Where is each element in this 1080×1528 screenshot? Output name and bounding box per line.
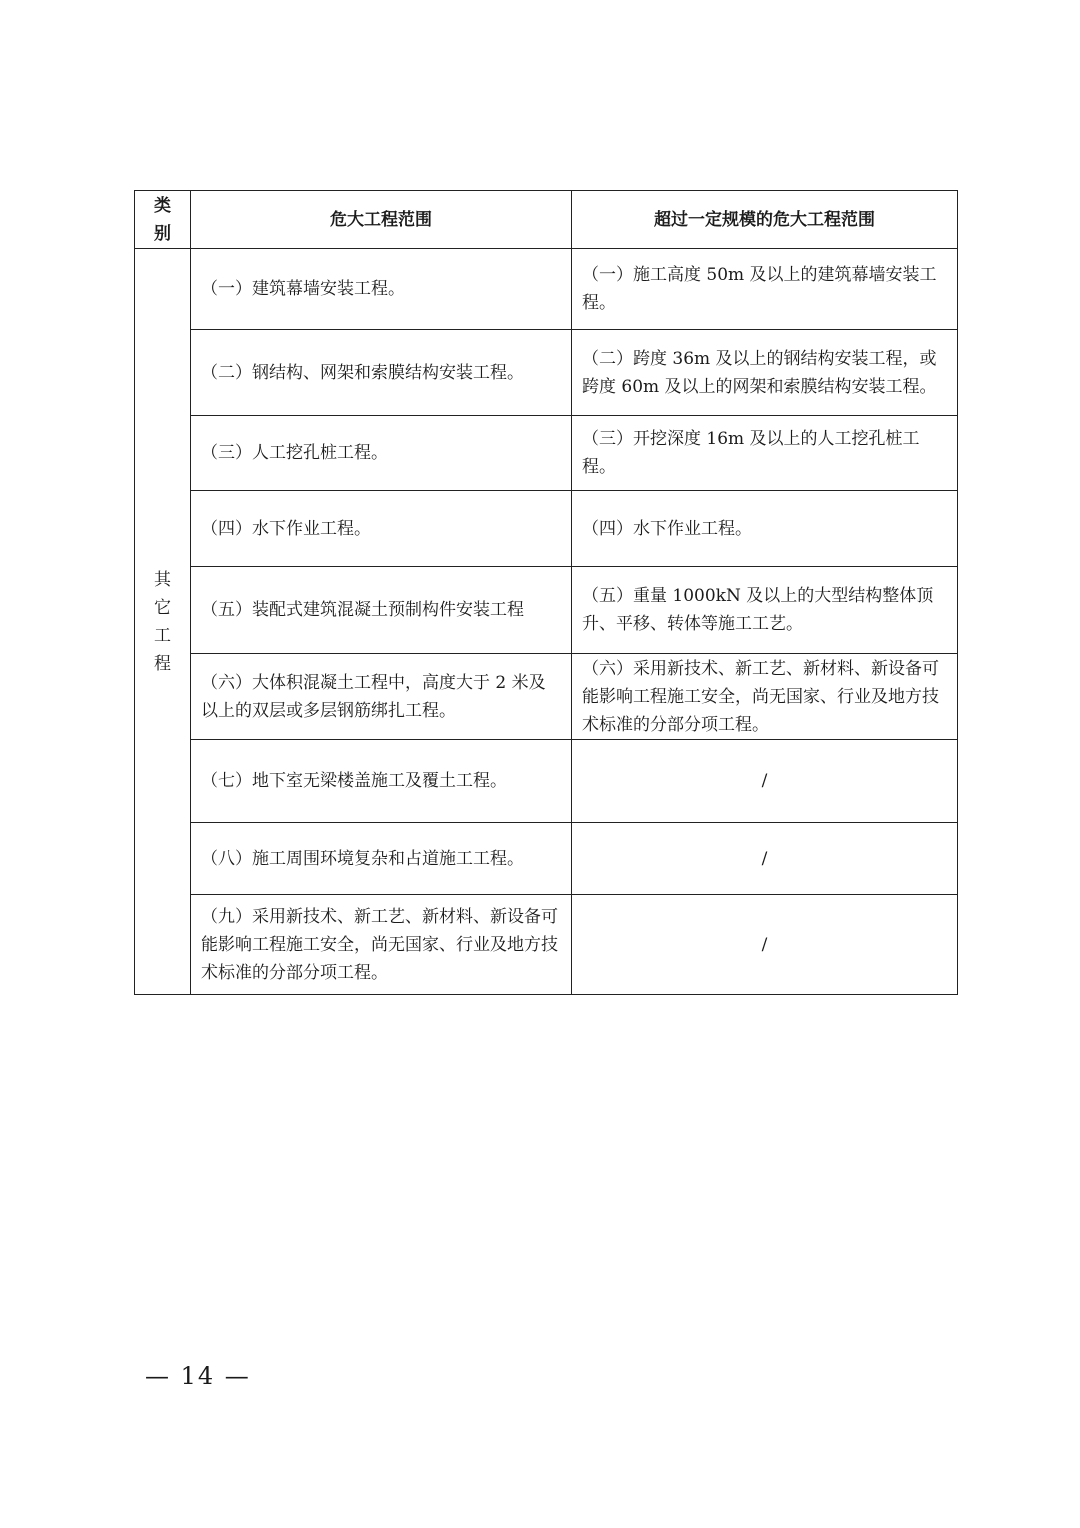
hazard-scope-table: [134, 190, 958, 995]
scope-cell: （一）建筑幕墙安装工程。: [191, 249, 572, 330]
large-scope-cell: /: [572, 895, 958, 995]
table-row: [135, 654, 958, 740]
header-category: 类别: [135, 191, 191, 249]
table-row: [135, 249, 958, 330]
scope-cell: （二）钢结构、网架和索膜结构安装工程。: [191, 330, 572, 416]
scope-cell: （九）采用新技术、新工艺、新材料、新设备可能影响工程施工安全，尚无国家、行业及地方技术标准的分部分项工程。: [191, 895, 572, 995]
scope-cell: （七）地下室无梁楼盖施工及覆土工程。: [191, 740, 572, 823]
scope-cell: （八）施工周围环境复杂和占道施工工程。: [191, 823, 572, 895]
large-scope-cell: /: [572, 740, 958, 823]
table-row: [135, 740, 958, 823]
scope-cell: （六）大体积混凝土工程中，高度大于 2 米及以上的双层或多层钢筋绑扎工程。: [191, 654, 572, 740]
table-row: [135, 895, 958, 995]
large-scope-cell: （一）施工高度 50m 及以上的建筑幕墙安装工程。: [572, 249, 958, 330]
table-row: [135, 330, 958, 416]
table-row: [135, 416, 958, 491]
table-header-row: [135, 191, 958, 249]
large-scope-cell: （三）开挖深度 16m 及以上的人工挖孔桩工程。: [572, 416, 958, 491]
table-row: [135, 567, 958, 654]
category-cell: 其它工程: [135, 249, 191, 995]
scope-cell: （五）装配式建筑混凝土预制构件安装工程: [191, 567, 572, 654]
page-number: — 14 —: [145, 1362, 251, 1390]
scope-cell: （四）水下作业工程。: [191, 491, 572, 567]
large-scope-cell: （二）跨度 36m 及以上的钢结构安装工程，或跨度 60m 及以上的网架和索膜结构安装工程。: [572, 330, 958, 416]
large-scope-cell: （四）水下作业工程。: [572, 491, 958, 567]
table-row: [135, 823, 958, 895]
large-scope-cell: （六）采用新技术、新工艺、新材料、新设备可能影响工程施工安全，尚无国家、行业及地方技术标准的分部分项工程。: [572, 654, 958, 740]
table-row: [135, 491, 958, 567]
header-scope: 危大工程范围: [191, 191, 572, 249]
large-scope-cell: （五）重量 1000kN 及以上的大型结构整体顶升、平移、转体等施工工艺。: [572, 567, 958, 654]
scope-cell: （三）人工挖孔桩工程。: [191, 416, 572, 491]
header-large-scope: 超过一定规模的危大工程范围: [572, 191, 958, 249]
large-scope-cell: /: [572, 823, 958, 895]
